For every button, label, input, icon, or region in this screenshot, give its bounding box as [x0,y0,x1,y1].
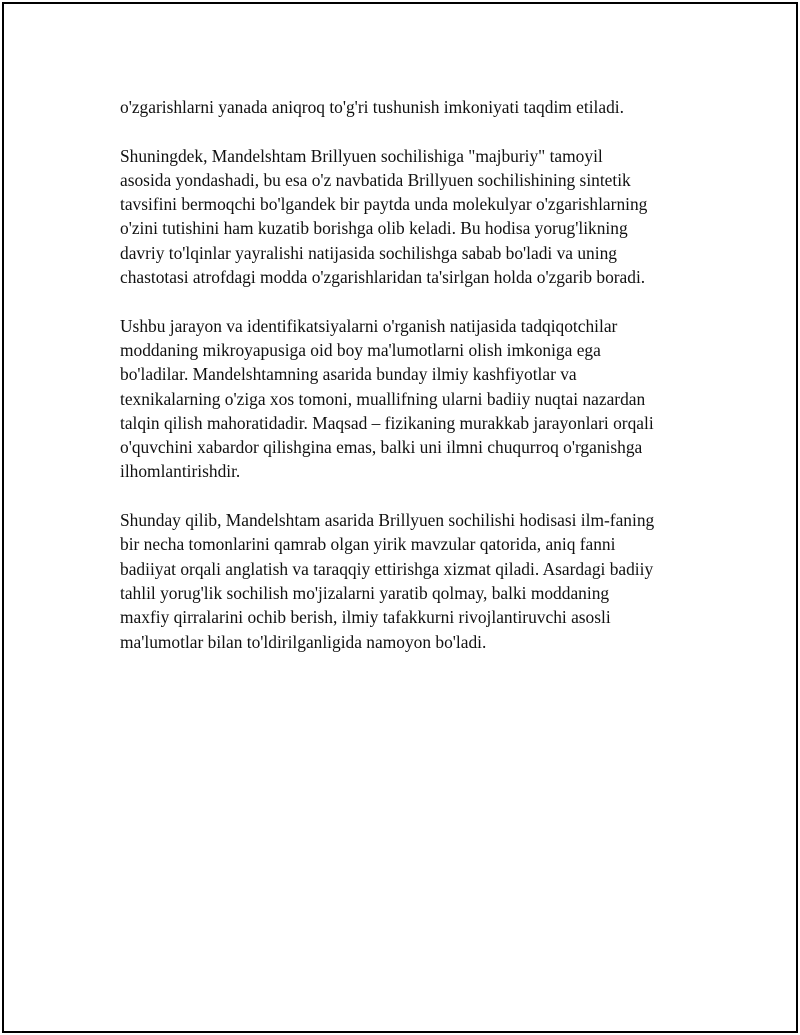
document-body [120,95,700,678]
text-line: bir necha tomonlarini qamrab olgan yirik mavzular qatorida, aniq fanni [120,534,616,555]
text-line: davriy to'lqinlar yayralishi natijasida sochilishga sabab bo'ladi va uning [120,242,617,263]
paragraph-1 [120,95,700,119]
paragraph-4 [120,508,700,654]
text-line: tavsifini bermoqchi bo'lgandek bir paytda unda molekulyar o'zgarishlarning [120,194,648,215]
paragraph-3 [120,314,700,484]
paragraph-2 [120,144,700,290]
text-line: talqin qilish mahoratidadir. Maqsad – fizikaning murakkab jarayonlari orqali [120,412,654,433]
text-line: o'quvchini xabardor qilishgina emas, balki uni ilmni chuqurroq o'rganishga [120,437,643,458]
text-line: chastotasi atrofdagi modda o'zgarishlaridan ta'sirlgan holda o'zgarib boradi. [120,267,646,288]
text-line: ilhomlantirishdir. [120,461,241,482]
text-line: badiiyat orqali anglatish va taraqqiy ettirishga xizmat qiladi. Asardagi badiiy [120,558,654,579]
text-line: moddaning mikroyapusiga oid boy ma'lumotlarni olish imkoniga ega [120,339,601,360]
text-line: maxfiy qirralarini ochib berish, ilmiy tafakkurni rivojlantiruvchi asosli [120,607,611,628]
text-line: o'zgarishlarni yanada aniqroq to'g'ri tushunish imkoniyati taqdim etiladi. [120,97,624,117]
text-line: Ushbu jarayon va identifikatsiyalarni o'rganish natijasida tadqiqotchilar [120,315,618,336]
text-line: Shuningdek, Mandelshtam Brillyuen sochilishiga "majburiy" tamoyil [120,145,603,166]
text-line: ma'lumotlar bilan to'ldirilganligida namoyon bo'ladi. [120,631,487,652]
document-page [2,2,798,1033]
text-line: asosida yondashadi, bu esa o'z navbatida Brillyuen sochilishining sintetik [120,169,631,190]
text-line: texnikalarning o'ziga xos tomoni, muallifning ularni badiiy nuqtai nazardan [120,388,646,409]
text-line: tahlil yorug'lik sochilish mo'jizalarni yaratib qolmay, balki moddaning [120,582,610,603]
text-line: Shunday qilib, Mandelshtam asarida Brillyuen sochilishi hodisasi ilm-faning [120,510,655,531]
text-line: o'zini tutishini ham kuzatib borishga olib keladi. Bu hodisa yorug'likning [120,218,628,239]
text-line: bo'ladilar. Mandelshtamning asarida bunday ilmiy kashfiyotlar va [120,364,577,385]
